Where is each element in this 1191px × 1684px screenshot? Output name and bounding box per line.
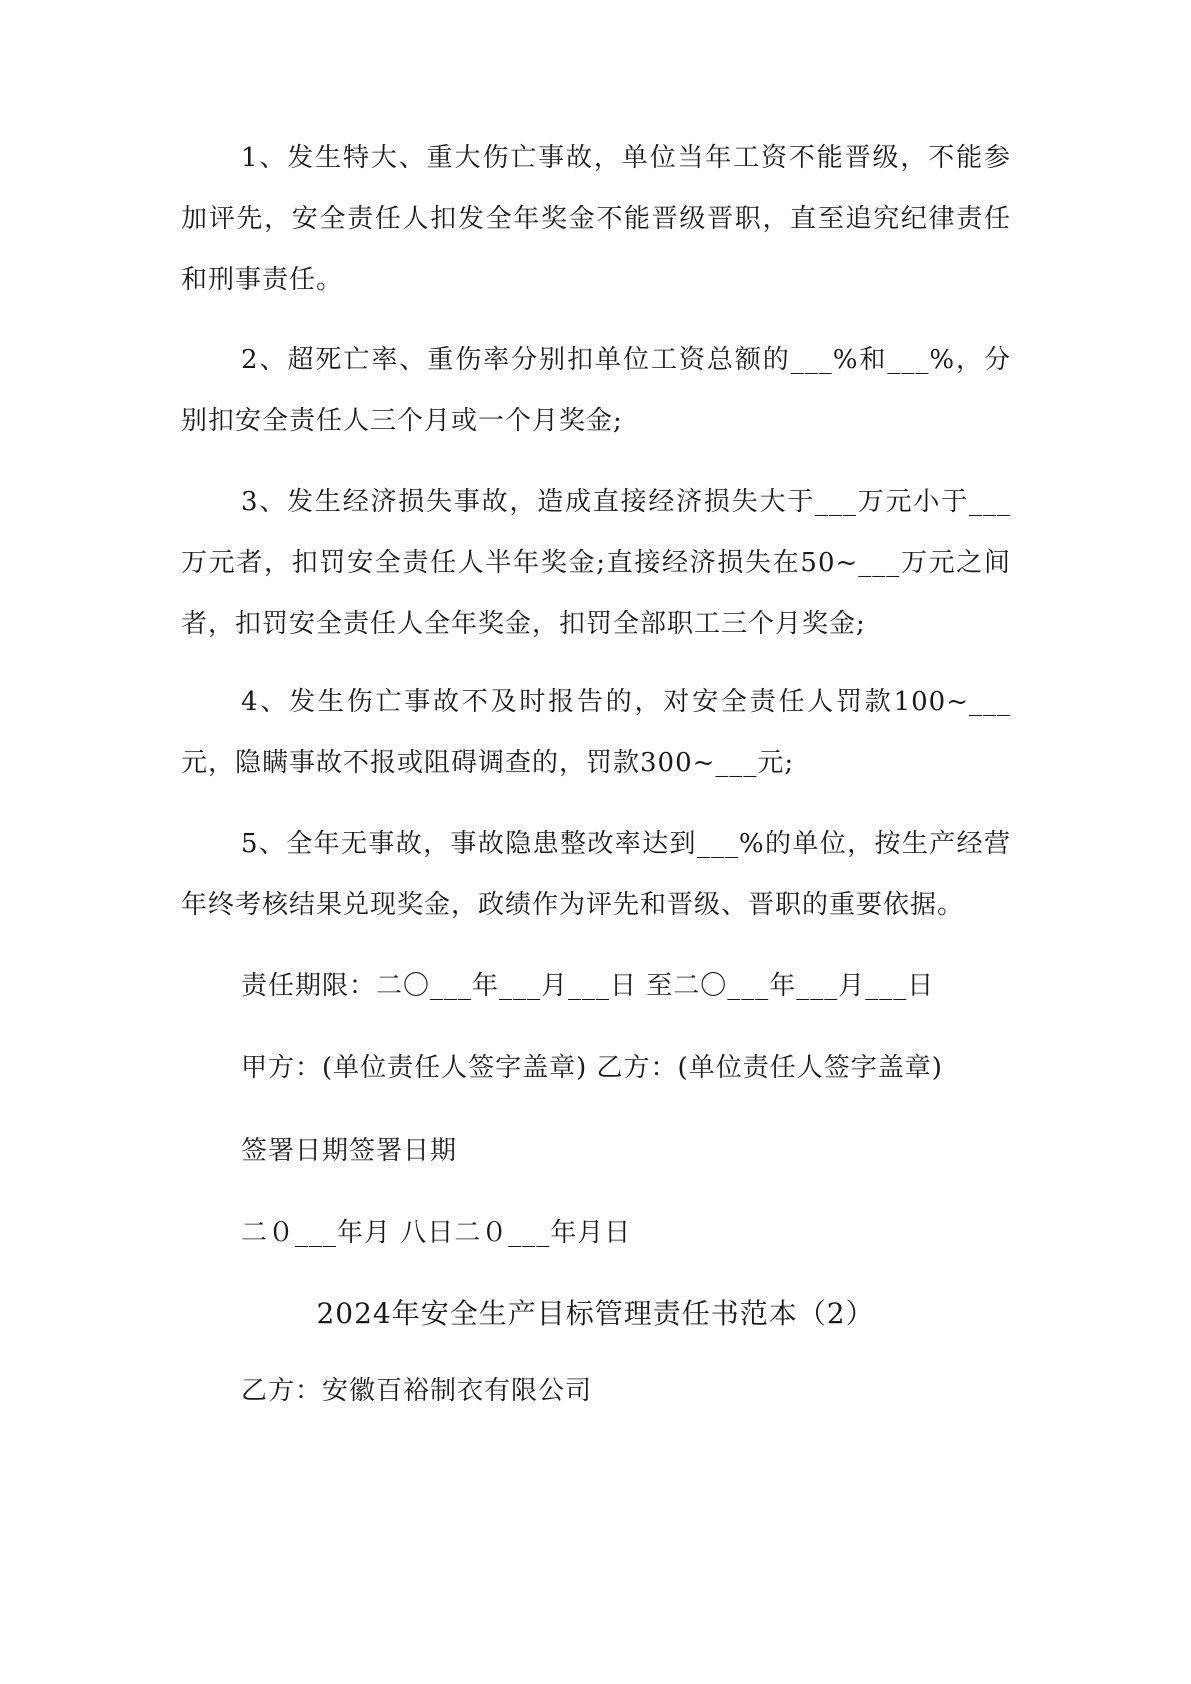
section-title: 2024年安全生产目标管理责任书范本（2） <box>316 1297 875 1330</box>
parties-line: 甲方：(单位责任人签字盖章) 乙方：(单位责任人签字盖章) <box>241 1053 943 1083</box>
date-line: 二０___年月 八日二０___年月日 <box>241 1218 632 1248</box>
party-b-line: 乙方：安徽百裕制衣有限公司 <box>241 1376 593 1406</box>
clause-2: 2、超死亡率、重伤率分别扣单位工资总额的___%和___%，分别扣安全责任人三个月或一个月奖金; <box>181 345 1011 436</box>
clause-1: 1、发生特大、重大伤亡事故，单位当年工资不能晋级，不能参加评先，安全责任人扣发全年奖金不能晋级晋职，直至追究纪律责任和刑事责任。 <box>181 143 1011 295</box>
term-line: 责任期限：二〇___年___月___日 至二〇___年___月___日 <box>241 971 935 1001</box>
sign-date-line: 签署日期签署日期 <box>241 1136 458 1166</box>
clause-4: 4、发生伤亡事故不及时报告的，对安全责任人罚款100~___元，隐瞒事故不报或阻碍调查的，罚款300~___元; <box>181 687 1011 778</box>
clause-5: 5、全年无事故，事故隐患整改率达到___%的单位，按生产经营年终考核结果兑现奖金，政绩作为评先和晋级、晋职的重要依据。 <box>181 829 1011 920</box>
clause-3: 3、发生经济损失事故，造成直接经济损失大于___万元小于___万元者，扣罚安全责任人半年奖金;直接经济损失在50~___万元之间者，扣罚安全责任人全年奖金，扣罚全部职工三个月奖金; <box>181 487 1011 639</box>
